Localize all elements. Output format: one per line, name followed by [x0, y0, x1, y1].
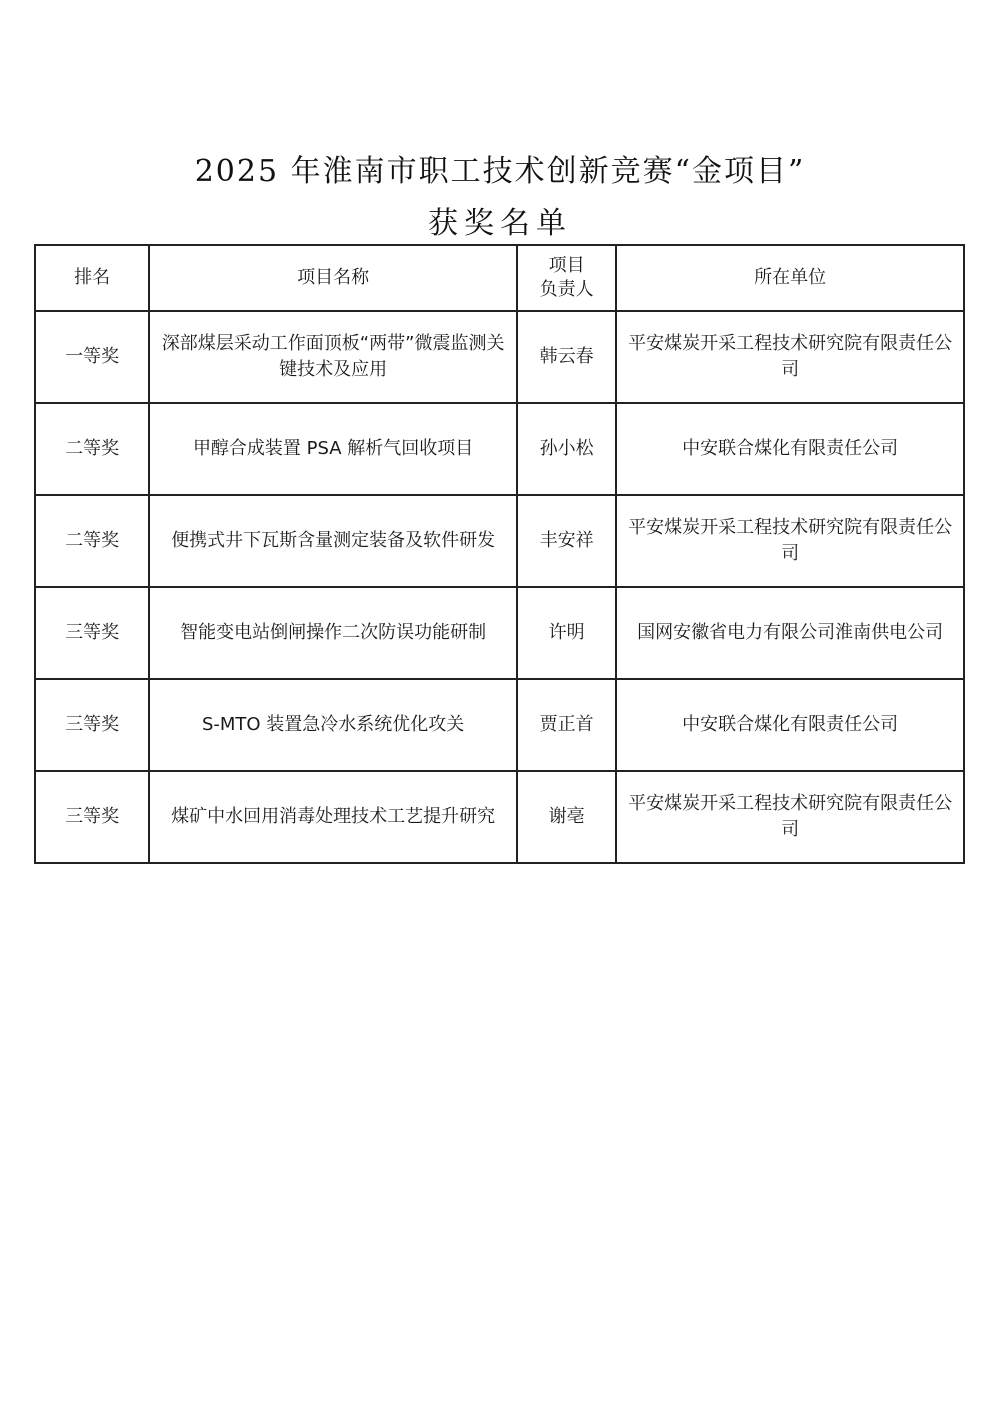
cell-leader: 贾正首 — [517, 679, 616, 771]
cell-project: S-MTO 装置急冷水系统优化攻关 — [149, 679, 517, 771]
cell-rank: 三等奖 — [35, 587, 149, 679]
cell-unit: 中安联合煤化有限责任公司 — [616, 679, 964, 771]
table-row — [35, 495, 964, 587]
cell-unit: 中安联合煤化有限责任公司 — [616, 403, 964, 495]
cell-leader: 韩云春 — [517, 311, 616, 403]
header-project: 项目名称 — [149, 245, 517, 311]
cell-unit: 国网安徽省电力有限公司淮南供电公司 — [616, 587, 964, 679]
awards-table — [34, 244, 965, 864]
table-row — [35, 587, 964, 679]
cell-project: 煤矿中水回用消毒处理技术工艺提升研究 — [149, 771, 517, 863]
cell-rank: 二等奖 — [35, 495, 149, 587]
table-header-row — [35, 245, 964, 311]
header-leader-line2: 负责人 — [539, 279, 594, 300]
cell-leader: 许明 — [517, 587, 616, 679]
document-subtitle: 获奖名单 — [428, 206, 572, 241]
header-rank: 排名 — [35, 245, 149, 311]
header-leader-line1: 项目 — [548, 255, 585, 276]
cell-rank: 二等奖 — [35, 403, 149, 495]
cell-unit: 平安煤炭开采工程技术研究院有限责任公司 — [616, 495, 964, 587]
document-title: 2025 年淮南市职工技术创新竞赛“金项目” — [194, 154, 806, 189]
table-row — [35, 403, 964, 495]
table-row — [35, 679, 964, 771]
header-unit: 所在单位 — [616, 245, 964, 311]
cell-rank: 一等奖 — [35, 311, 149, 403]
cell-unit: 平安煤炭开采工程技术研究院有限责任公司 — [616, 311, 964, 403]
cell-project: 便携式井下瓦斯含量测定装备及软件研发 — [149, 495, 517, 587]
cell-leader: 丰安祥 — [517, 495, 616, 587]
cell-leader: 孙小松 — [517, 403, 616, 495]
cell-rank: 三等奖 — [35, 679, 149, 771]
cell-unit: 平安煤炭开采工程技术研究院有限责任公司 — [616, 771, 964, 863]
header-leader — [517, 245, 616, 311]
cell-project: 智能变电站倒闸操作二次防误功能研制 — [149, 587, 517, 679]
table-row — [35, 771, 964, 863]
cell-rank: 三等奖 — [35, 771, 149, 863]
table-row — [35, 311, 964, 403]
cell-project: 深部煤层采动工作面顶板“两带”微震监测关键技术及应用 — [149, 311, 517, 403]
cell-project: 甲醇合成装置 PSA 解析气回收项目 — [149, 403, 517, 495]
cell-leader: 谢亳 — [517, 771, 616, 863]
